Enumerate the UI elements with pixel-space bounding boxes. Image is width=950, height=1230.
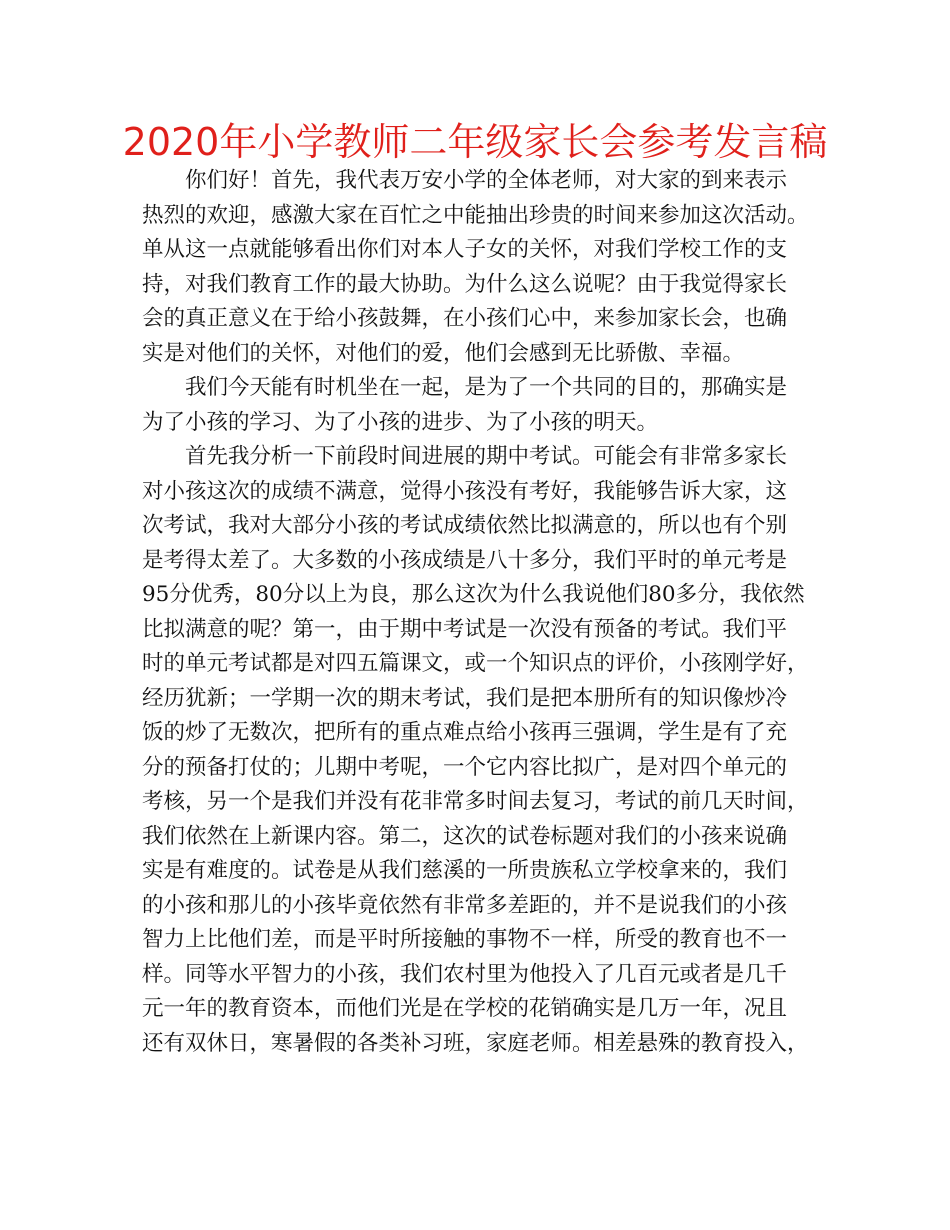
body-line: 单从这一点就能够看出你们对本人子女的关怀，对我们学校工作的支 <box>142 237 788 262</box>
body-line: 智力上比他们差，而是平时所接触的事物不一样，所受的教育也不一 <box>142 927 788 952</box>
body-line: 考核，另一个是我们并没有花非常多时间去复习，考试的前几天时间， <box>142 789 809 814</box>
body-line: 分的预备打仗的；儿期中考呢，一个它内容比拟广，是对四个单元的 <box>142 754 788 780</box>
body-line: 会的真正意义在于给小孩鼓舞，在小孩们心中，来参加家长会，也确 <box>142 306 788 331</box>
body-line: 实是对他们的关怀，对他们的爱，他们会感到无比骄傲、幸福。 <box>142 340 745 366</box>
body-line: 的小孩和那儿的小孩毕竟依然有非常多差距的，并不是说我们的小孩 <box>142 892 788 918</box>
body-line: 样。同等水平智力的小孩，我们农村里为他投入了几百元或者是几千 <box>142 961 788 987</box>
body-line: 是考得太差了。大多数的小孩成绩是八十多分，我们平时的单元考是 <box>142 547 788 573</box>
body-line: 对小孩这次的成绩不满意，觉得小孩没有考好，我能够告诉大家，这 <box>142 478 788 504</box>
document-title: 2020年小学教师二年级家长会参考发言稿 <box>122 120 828 164</box>
body-line: 首先我分析一下前段时间进展的期中考试。可能会有非常多家长 <box>142 444 788 469</box>
body-line: 饭的炒了无数次，把所有的重点难点给小孩再三强调，学生是有了充 <box>142 720 788 745</box>
body-line: 你们好！首先，我代表万安小学的全体老师，对大家的到来表示 <box>142 168 788 193</box>
body-line: 次考试，我对大部分小孩的考试成绩依然比拟满意的，所以也有个别 <box>142 513 788 538</box>
body-line: 热烈的欢迎，感激大家在百忙之中能抽出珍贵的时间来参加这次活动。 <box>142 202 809 228</box>
body-line: 实是有难度的。试卷是从我们慈溪的一所贵族私立学校拿来的，我们 <box>142 858 788 883</box>
body-line: 比拟满意的呢？第一，由于期中考试是一次没有预备的考试。我们平 <box>142 616 788 642</box>
body-line: 为了小孩的学习、为了小孩的进步、为了小孩的明天。 <box>142 409 659 435</box>
body-line: 经历犹新；一学期一次的期末考试，我们是把本册所有的知识像炒冷 <box>142 685 788 711</box>
body-line: 我们今天能有时机坐在一起，是为了一个共同的目的，那确实是 <box>142 375 788 400</box>
body-line: 95分优秀，80分以上为良，那么这次为什么我说他们80多分，我依然 <box>142 582 805 607</box>
body-line: 我们依然在上新课内容。第二，这次的试卷标题对我们的小孩来说确 <box>142 823 788 849</box>
body-line: 元一年的教育资本，而他们光是在学校的花销确实是几万一年，况且 <box>142 996 788 1021</box>
document-body <box>142 164 812 1061</box>
body-line: 还有双休日，寒暑假的各类补习班，家庭老师。相差悬殊的教育投入， <box>142 1030 809 1056</box>
body-line: 时的单元考试都是对四五篇课文，或一个知识点的评价，小孩刚学好， <box>142 651 809 676</box>
body-line: 持，对我们教育工作的最大协助。为什么这么说呢？由于我觉得家长 <box>142 271 788 297</box>
